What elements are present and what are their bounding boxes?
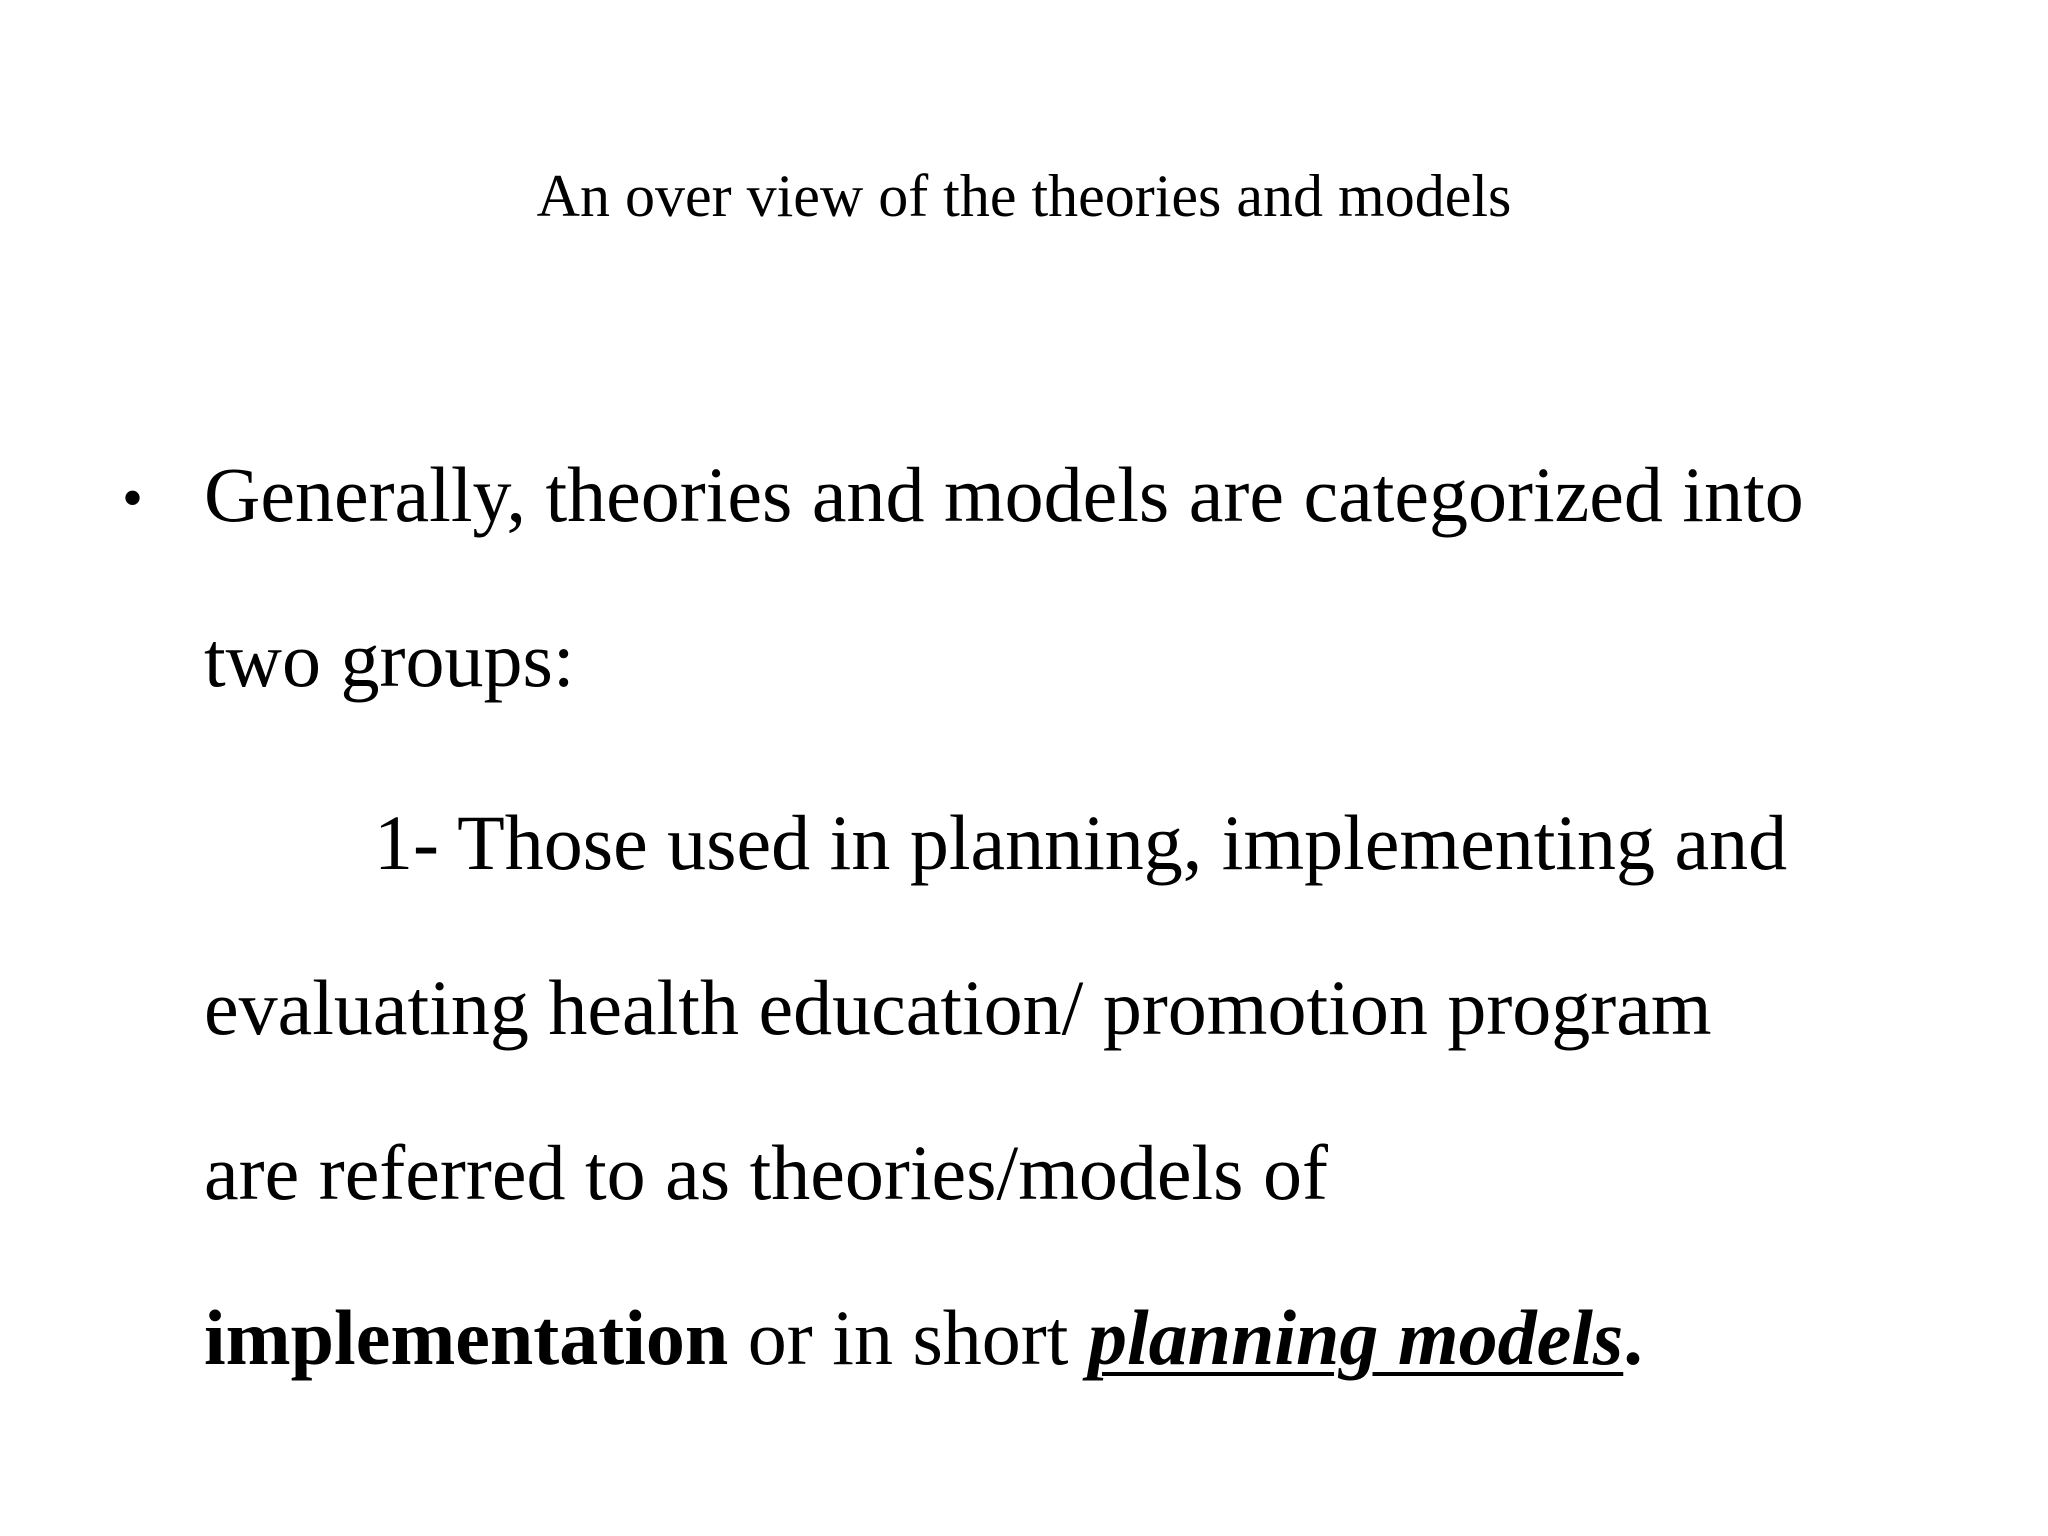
item-1-line-4 bbox=[204, 1288, 1643, 1388]
item-1-line-2: evaluating health education/ promotion program bbox=[204, 964, 1712, 1051]
planning-models-term: planning models bbox=[1087, 1294, 1624, 1381]
slide-title: An over view of the theories and models bbox=[536, 163, 1512, 229]
bullet-text-line-1: Generally, theories and models are categorized into bbox=[204, 451, 1804, 538]
implementation-term: implementation bbox=[204, 1294, 729, 1381]
connector-text: or in short bbox=[728, 1294, 1088, 1381]
item-1-line-3: are referred to as theories/models of bbox=[204, 1129, 1328, 1216]
period: . bbox=[1623, 1294, 1643, 1381]
bullet-point-icon: • bbox=[122, 465, 144, 531]
item-1-line-1: 1- Those used in planning, implementing and bbox=[374, 799, 1788, 886]
bullet-text-line-2: two groups: bbox=[204, 616, 575, 703]
